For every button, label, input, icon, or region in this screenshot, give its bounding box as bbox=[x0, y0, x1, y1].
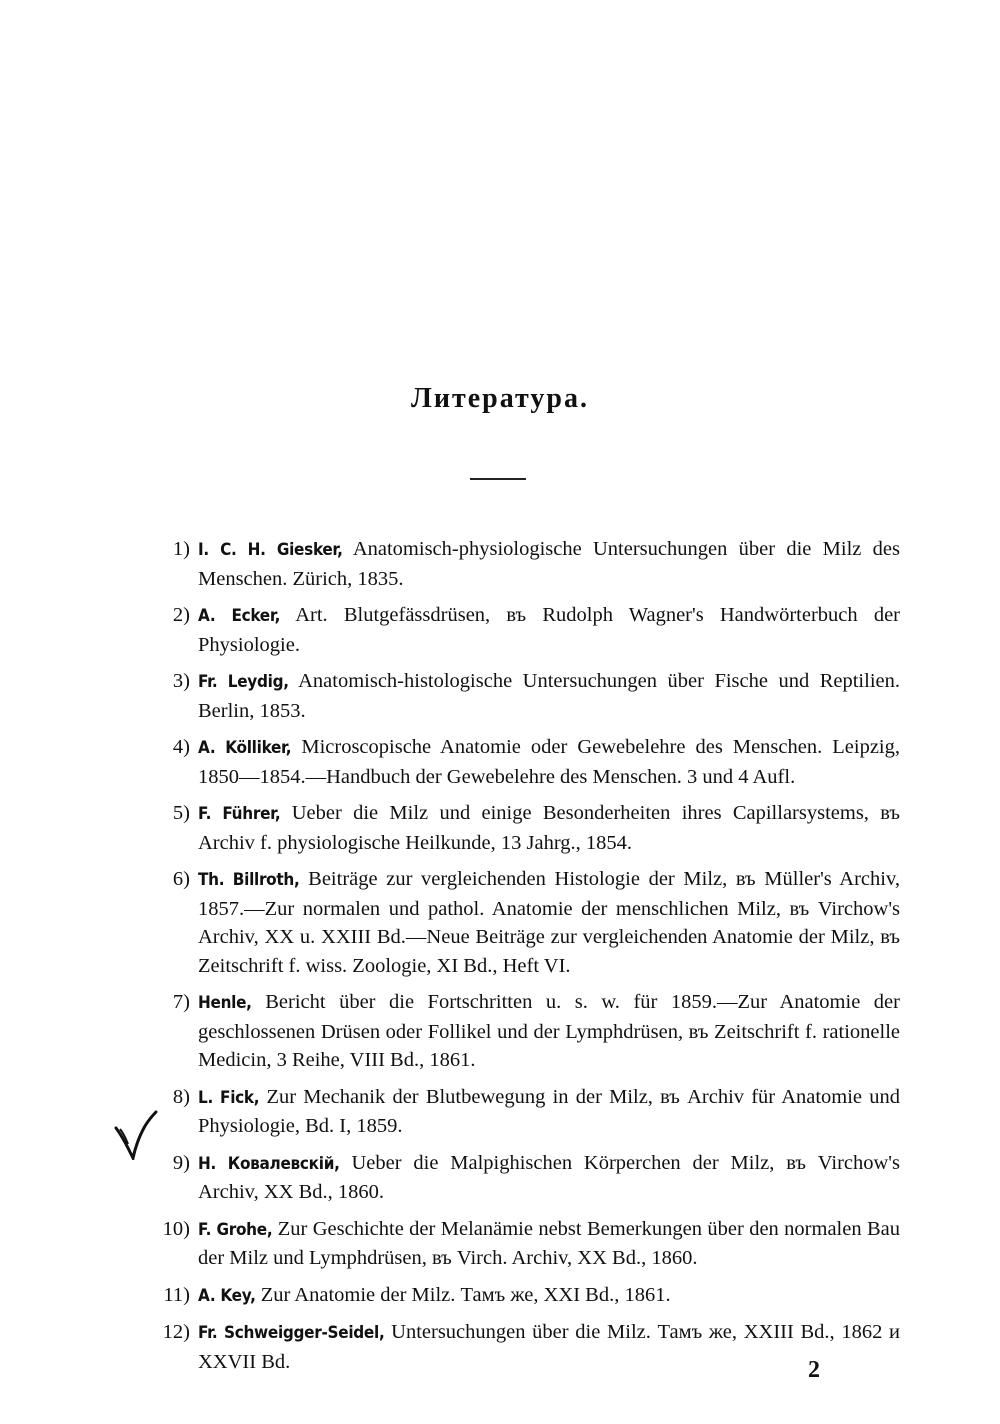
page-title: Литература. bbox=[411, 383, 589, 414]
reference-item bbox=[110, 865, 900, 980]
reference-item bbox=[110, 535, 900, 593]
handwritten-check-mark-icon bbox=[112, 1110, 158, 1160]
title-divider bbox=[470, 478, 526, 480]
reference-number: 2) bbox=[172, 604, 190, 626]
reference-number: 11) bbox=[163, 1283, 190, 1306]
reference-author: F. Grohe, bbox=[198, 1219, 273, 1240]
reference-item bbox=[110, 1083, 900, 1141]
reference-text: Ueber die Milz und einige Besonderheiten ihres Capillarsystems, въ Archiv f. physiologische Heilkunde, 13 Jahrg., 1854. bbox=[198, 802, 900, 854]
reference-text: Bericht über die Fortschritten u. s. w. für 1859.—Zur Anatomie der geschlossenen Drüsen oder Follikel und der Lymphdrüsen, въ Zeitschrift f. rationelle Medicin, 3 Reihe, VIII Bd., 1861. bbox=[198, 991, 900, 1071]
page-number: 2 bbox=[808, 1357, 820, 1383]
reference-number: 10) bbox=[162, 1217, 190, 1240]
reference-number: 6) bbox=[172, 868, 190, 890]
reference-number: 3) bbox=[172, 670, 190, 692]
reference-item bbox=[110, 667, 900, 725]
reference-author: Fr. Schweigger-Seidel, bbox=[198, 1323, 385, 1343]
reference-number: 8) bbox=[172, 1085, 190, 1108]
reference-text: Zur Mechanik der Blutbewegung in der Milz, въ Archiv für Anatomie und Physiologie, Bd. I, 1859. bbox=[198, 1085, 900, 1137]
reference-item bbox=[110, 1149, 900, 1207]
reference-item bbox=[110, 988, 900, 1075]
reference-item bbox=[110, 733, 900, 791]
reference-number: 9) bbox=[172, 1151, 190, 1174]
reference-text: Ueber die Malpighischen Körperchen der Milz, въ Virchow's Archiv, XX Bd., 1860. bbox=[198, 1151, 900, 1203]
reference-author: A. Ecker, bbox=[198, 606, 281, 626]
reference-number: 7) bbox=[172, 991, 190, 1013]
reference-author: Fr. Leydig, bbox=[198, 672, 289, 692]
reference-text: Anatomisch-physiologische Untersuchungen über die Milz des Menschen. Zürich, 1835. bbox=[198, 538, 900, 590]
reference-text: Zur Anatomie der Milz. Тамъ же, XXI Bd., 1861. bbox=[255, 1283, 671, 1306]
reference-number: 4) bbox=[172, 736, 190, 758]
reference-author: Henle, bbox=[198, 993, 252, 1013]
reference-item bbox=[110, 1215, 900, 1273]
reference-author: F. Führer, bbox=[198, 804, 281, 824]
reference-number: 12) bbox=[162, 1321, 190, 1343]
reference-text: Microscopische Anatomie oder Gewebelehre des Menschen. Leipzig, 1850—1854.—Handbuch der Gewebelehre des Menschen. 3 und 4 Aufl. bbox=[198, 736, 900, 788]
reference-author: A. Key, bbox=[198, 1285, 256, 1306]
reference-item bbox=[110, 1318, 900, 1376]
reference-author: L. Fick, bbox=[198, 1087, 260, 1108]
reference-number: 1) bbox=[172, 538, 190, 560]
reference-text: Art. Blutgefässdrüsen, въ Rudolph Wagner's Handwörterbuch der Physiologie. bbox=[198, 604, 900, 656]
reference-author: Th. Billroth, bbox=[198, 870, 300, 890]
reference-item bbox=[110, 1281, 900, 1311]
reference-item bbox=[110, 799, 900, 857]
reference-text: Untersuchungen über die Milz. Тамъ же, XXIII Bd., 1862 и XXVII Bd. bbox=[198, 1321, 900, 1373]
reference-number: 5) bbox=[172, 802, 190, 824]
reference-text: Anatomisch-histologische Untersuchungen über Fische und Reptilien. Berlin, 1853. bbox=[198, 670, 900, 722]
reference-author: A. Kölliker, bbox=[198, 738, 292, 758]
reference-author: I. C. H. Giesker, bbox=[198, 540, 343, 560]
reference-author: H. Ковалевскій, bbox=[198, 1153, 340, 1174]
reference-text: Zur Geschichte der Melanämie nebst Bemerkungen über den normalen Bau der Milz und Lymphdrüsen, въ Virch. Archiv, XX Bd., 1860. bbox=[198, 1217, 901, 1269]
reference-text: Beiträge zur vergleichenden Histologie der Milz, въ Müller's Archiv, 1857.—Zur normalen und pathol. Anatomie der menschlichen Milz, въ Virchow's Archiv, XX u. XXIII Bd.—Neue Beiträge zur vergleichenden Anatomie der Milz, въ Zeitschrift f. wiss. Zoologie, XI Bd., Heft VI. bbox=[198, 868, 900, 977]
reference-item bbox=[110, 601, 900, 659]
reference-list bbox=[110, 535, 900, 1376]
